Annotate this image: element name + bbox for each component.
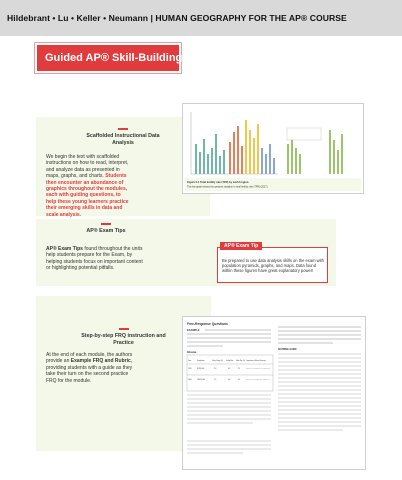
heading-rule — [101, 223, 111, 225]
frq-scoring-label: SCORING GUIDE — [278, 349, 297, 351]
frq-cell: 1970 — [188, 369, 192, 370]
frq-table-title: Ghana — [187, 350, 197, 354]
exam-tip-text: Be prepared to use data analysis skills on the exam with population pyramids, graphs, and maps. Data found within these figures have great explanatory power! — [222, 258, 324, 274]
frq-doc-sub: EXAMPLE — [187, 329, 200, 332]
frq-col-change: Yearly Change (%) — [212, 361, 223, 362]
description-text: At the end of each module, the authors provide an — [46, 352, 133, 365]
section-description — [46, 154, 132, 218]
frq-cell: Primary 45% / Secondary 19% / Tertiary 36% — [246, 369, 270, 370]
section-heading: AP® Exam Tips — [56, 223, 156, 235]
guided-skill-building-banner — [35, 43, 181, 73]
description-text: found throughout the units help students prepare for the Exam, by helping students focus on important content or highlighting potential pitfalls. — [46, 246, 143, 272]
frq-cell: 8,789,000 — [197, 369, 205, 370]
header-title: Hildebrant • Lu • Keller • Neumann | HUMAN GEOGRAPHY FOR THE AP® COURSE — [7, 13, 347, 23]
exam-tip-callout — [217, 243, 328, 283]
top-header-bar — [0, 0, 402, 36]
description-text-2: , providing students with a guide as they take their turn on the second practice FRQ for the module. — [46, 358, 133, 384]
heading-rule — [118, 128, 128, 130]
section-heading: Scaffolded Instructional Data Analysis — [36, 128, 210, 147]
frq-cell: 44 — [238, 380, 240, 381]
description-bold: AP® Exam Tips — [46, 246, 83, 252]
section-description — [46, 352, 138, 384]
frq-col-population: Population — [197, 361, 205, 362]
frq-example-page — [182, 316, 366, 470]
frq-cell: 4.6 — [228, 380, 231, 381]
frq-cell: 2.6 — [214, 369, 217, 370]
bar-chart-thumbnail — [183, 104, 365, 195]
figure-caption: Figure 2.4 Total fertility rate (TFR) by world region. — [187, 181, 250, 184]
section-heading: Step-by-step FRQ instruction and Practice — [36, 328, 211, 347]
frq-cell: 2000 — [188, 380, 192, 381]
banner-label: Guided AP® Skill-Building — [45, 52, 183, 64]
frq-cell: 2.5 — [214, 380, 217, 381]
frq-doc-title: Free-Response Questions — [187, 322, 228, 326]
exam-tip-label: AP® Exam Tip — [220, 242, 262, 250]
frq-cell: 6.9 — [228, 369, 231, 370]
frq-col-economy: Composition of Ghana's Economy — [246, 361, 266, 362]
frq-cell: Primary 36% / Secondary 25% / Tertiary 39% — [246, 380, 270, 381]
frq-cell: 29 — [238, 369, 240, 370]
description-text: We begin the text with scaffolded instructions on how to read, interpret, and analyze data as presented in maps, graphs, and charts. — [46, 154, 129, 180]
heading-rule — [119, 328, 129, 330]
frq-col-year: Year — [188, 361, 192, 362]
figure-caption-rest: This bar graph shows the greatest variation in total fertility rate (TFR) (2017). — [187, 185, 269, 189]
frq-col-fertility: Fertility Rate — [226, 361, 234, 362]
figure-bar-chart-page — [182, 103, 364, 194]
frq-col-urban: Urban Pop. (%) — [236, 361, 245, 362]
frq-page-thumbnail — [183, 317, 367, 471]
description-bold: Example FRQ and Rubric — [70, 358, 131, 365]
frq-cell: 18,825,000 — [197, 380, 205, 381]
section-description — [46, 246, 146, 272]
description-highlight: Students then encounter an abundance of graphics throughout the modules, each with guiding questions, to help these young learners practice their emerging skills in data and scale analysis. — [46, 173, 129, 218]
